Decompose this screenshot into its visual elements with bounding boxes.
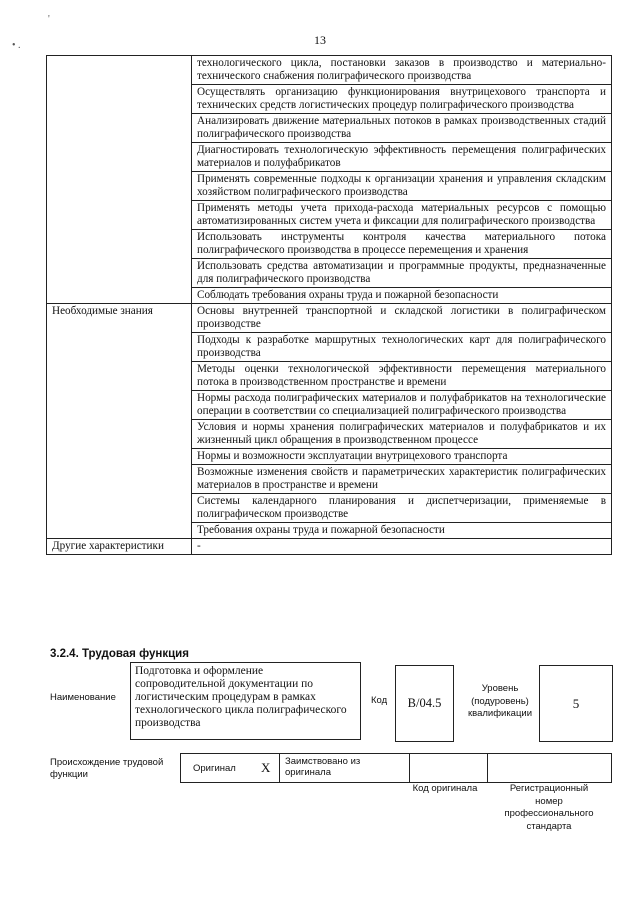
scan-mark: • . <box>12 40 21 51</box>
page-number: 13 <box>314 33 326 47</box>
row-text: Соблюдать требования охраны труда и пожарной безопасности <box>192 288 612 304</box>
divider <box>279 754 280 782</box>
row-text: Возможные изменения свойств и параметрических характеристик полиграфических материалов в пространстве и времени <box>192 465 612 494</box>
row-text: Нормы и возможности эксплуатации внутрицехового транспорта <box>192 449 612 465</box>
original-mark: X <box>261 760 271 775</box>
row-text: Применять современные подходы к организации хранения и управления складским хозяйством полиграфического производства <box>192 172 612 201</box>
row-text: Методы оценки технологической эффективности перемещения материального потока в производственном пространстве и времени <box>192 362 612 391</box>
row-text: Основы внутренней транспортной и складской логистики в полиграфическом производстве <box>192 304 612 333</box>
table-row <box>47 539 612 555</box>
table-row <box>47 304 612 333</box>
skills-table <box>46 55 612 555</box>
code-caption: Код оригинала <box>412 783 478 794</box>
borrowed-label: Заимствовано из оригинала <box>285 756 361 778</box>
origin-table <box>180 753 612 783</box>
name-label: Наименование <box>50 692 116 703</box>
row-text: Анализировать движение материальных потоков в рамках производственных стадий полиграфического производства <box>192 114 612 143</box>
code-label: Код <box>371 695 388 706</box>
row-text: Осуществлять организацию функционирования внутрицехового транспорта и технических средств логистических процедур полиграфического производства <box>192 85 612 114</box>
code-value-box <box>395 665 454 742</box>
row-label: Другие характеристики <box>47 539 192 555</box>
row-text: Использовать средства автоматизации и программные продукты, предназначенные для полиграфического производства <box>192 259 612 288</box>
row-text: Нормы расхода полиграфических материалов и полуфабрикатов на технологические операции в соответствии со специализацией полиграфического производства <box>192 391 612 420</box>
row-text: Применять методы учета прихода-расхода материальных ресурсов с помощью автоматизированных систем учета и фиксации для полиграфического производства <box>192 201 612 230</box>
row-text: Требования охраны труда и пожарной безопасности <box>192 523 612 539</box>
row-text: технологического цикла, постановки заказов в производство и материально-технического снабжения полиграфического производства <box>192 56 612 85</box>
row-label: Необходимые знания <box>47 304 192 539</box>
function-name-value: Подготовка и оформление сопроводительной документации по логистическим процедурам в рамках технологического цикла полиграфического производства <box>135 665 347 729</box>
level-value-box <box>539 665 613 742</box>
table-row <box>47 56 612 85</box>
level-value: 5 <box>572 695 580 711</box>
row-text: Системы календарного планирования и диспетчеризации, применяемые в полиграфическом производстве <box>192 494 612 523</box>
scan-mark: ' <box>48 14 50 25</box>
original-label: Оригинал <box>193 763 236 774</box>
row-text: Использовать инструменты контроля качества материального потока полиграфического производства в процессе перемещения и хранения <box>192 230 612 259</box>
divider <box>409 754 410 782</box>
function-name-box <box>130 662 361 740</box>
origin-label: Происхождение трудовой функции <box>50 757 164 780</box>
row-text: Условия и нормы хранения полиграфических материалов и полуфабрикатов и их жизненный цикл обращения в производственном процессе <box>192 420 612 449</box>
section-heading: 3.2.4. Трудовая функция <box>50 648 189 660</box>
code-value: B/04.5 <box>407 696 442 710</box>
row-text: Диагностировать технологическую эффективность перемещения полиграфических материалов и полуфабрикатов <box>192 143 612 172</box>
row-text: - <box>192 539 612 555</box>
divider <box>487 754 488 782</box>
row-label <box>47 56 192 304</box>
row-text: Подходы к разработке маршрутных технологических карт для полиграфического производства <box>192 333 612 362</box>
level-label: Уровень (подуровень) квалификации <box>467 683 533 719</box>
reg-caption: Регистрационный номер профессионального стандарта <box>504 783 594 832</box>
